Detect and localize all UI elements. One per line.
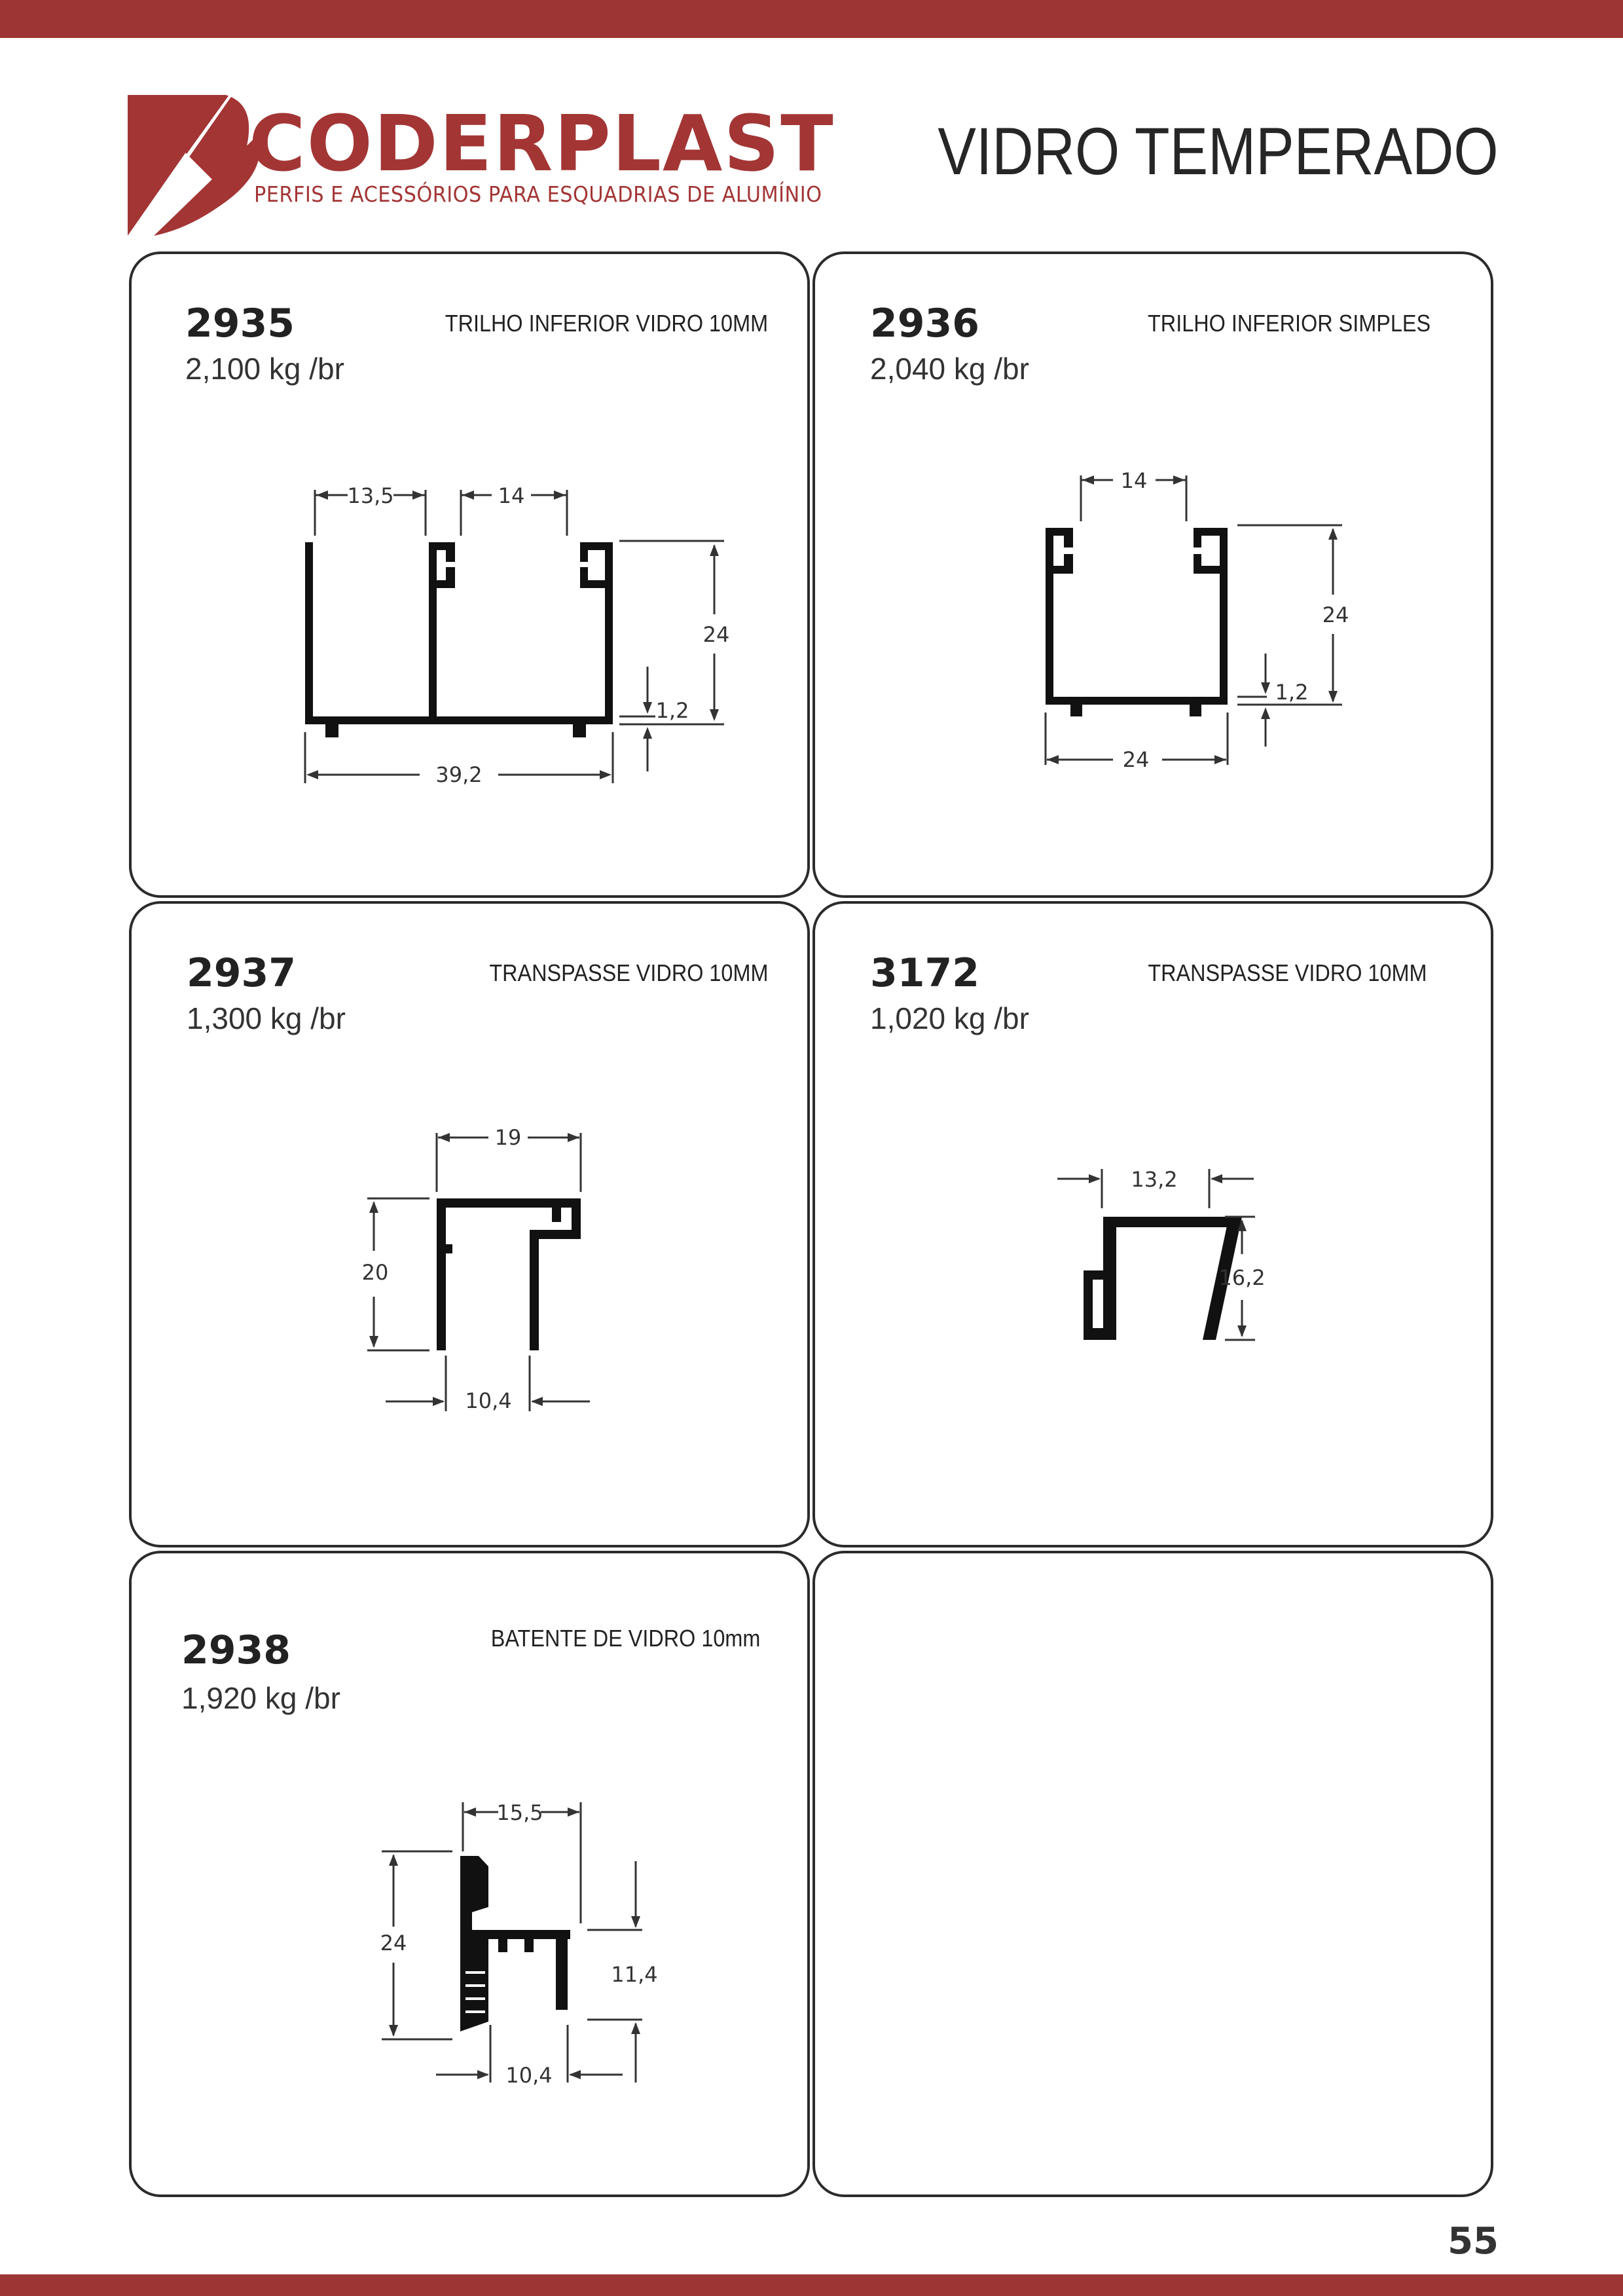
page-number: 55	[1448, 2220, 1499, 2263]
page-title: VIDRO TEMPERADO	[938, 114, 1499, 189]
product-weight: 1,300 kg /br	[187, 1001, 346, 1035]
dim-label: 24	[1122, 747, 1150, 772]
dim-label: 13,2	[1131, 1167, 1178, 1192]
product-card-2937	[129, 901, 810, 1547]
profile-drawing-3172	[815, 904, 1496, 1550]
empty-card	[812, 1551, 1493, 2197]
profile-drawing-2937	[132, 904, 812, 1550]
product-weight: 2,100 kg /br	[185, 352, 344, 386]
dim-label: 15,5	[496, 1800, 543, 1825]
dim-label: 14	[1120, 468, 1148, 493]
product-card-3172	[812, 901, 1493, 1547]
product-description: BATENTE DE VIDRO 10mm	[490, 1625, 760, 1652]
dim-label: 19	[494, 1125, 522, 1150]
dim-label: 39,2	[435, 762, 483, 787]
brand-tagline: PERFIS E ACESSÓRIOS PARA ESQUADRIAS DE ALUMÍNIO	[254, 181, 822, 207]
dim-label: 14	[498, 483, 525, 508]
profile-drawing-2938	[132, 1553, 812, 2200]
bottom-accent-bar	[0, 2274, 1623, 2296]
dim-label: 24	[380, 1931, 407, 1955]
dim-label: 24	[1322, 602, 1349, 627]
product-code: 2935	[185, 301, 295, 346]
dim-label: 11,4	[611, 1962, 658, 1987]
profile-drawing-2935	[132, 254, 812, 900]
product-description: TRANSPASSE VIDRO 10MM	[1147, 959, 1427, 986]
top-accent-bar	[0, 0, 1623, 38]
product-code: 2938	[181, 1627, 291, 1673]
product-description: TRILHO INFERIOR SIMPLES	[1147, 310, 1431, 337]
product-weight: 1,020 kg /br	[870, 1001, 1029, 1035]
product-code: 2937	[187, 950, 296, 996]
dim-label: 1,2	[1275, 680, 1309, 705]
product-description: TRANSPASSE VIDRO 10MM	[488, 959, 768, 986]
profile-drawing-2936	[815, 254, 1496, 900]
dim-label: 16,2	[1218, 1265, 1266, 1290]
product-card-2938	[129, 1551, 810, 2197]
dim-label: 24	[702, 622, 730, 647]
dim-label: 10,4	[465, 1388, 512, 1413]
dim-label: 10,4	[505, 2063, 553, 2088]
product-card-2935	[129, 251, 810, 898]
dim-label: 20	[361, 1260, 389, 1285]
product-code: 3172	[870, 950, 979, 996]
dim-label: 13,5	[347, 483, 394, 508]
product-code: 2936	[870, 301, 979, 346]
product-card-2936	[812, 251, 1493, 898]
brand-name: CODERPLAST	[249, 98, 835, 189]
dim-label: 1,2	[655, 698, 689, 723]
product-weight: 1,920 kg /br	[181, 1681, 340, 1715]
product-description: TRILHO INFERIOR VIDRO 10MM	[445, 310, 768, 337]
product-weight: 2,040 kg /br	[870, 352, 1029, 386]
